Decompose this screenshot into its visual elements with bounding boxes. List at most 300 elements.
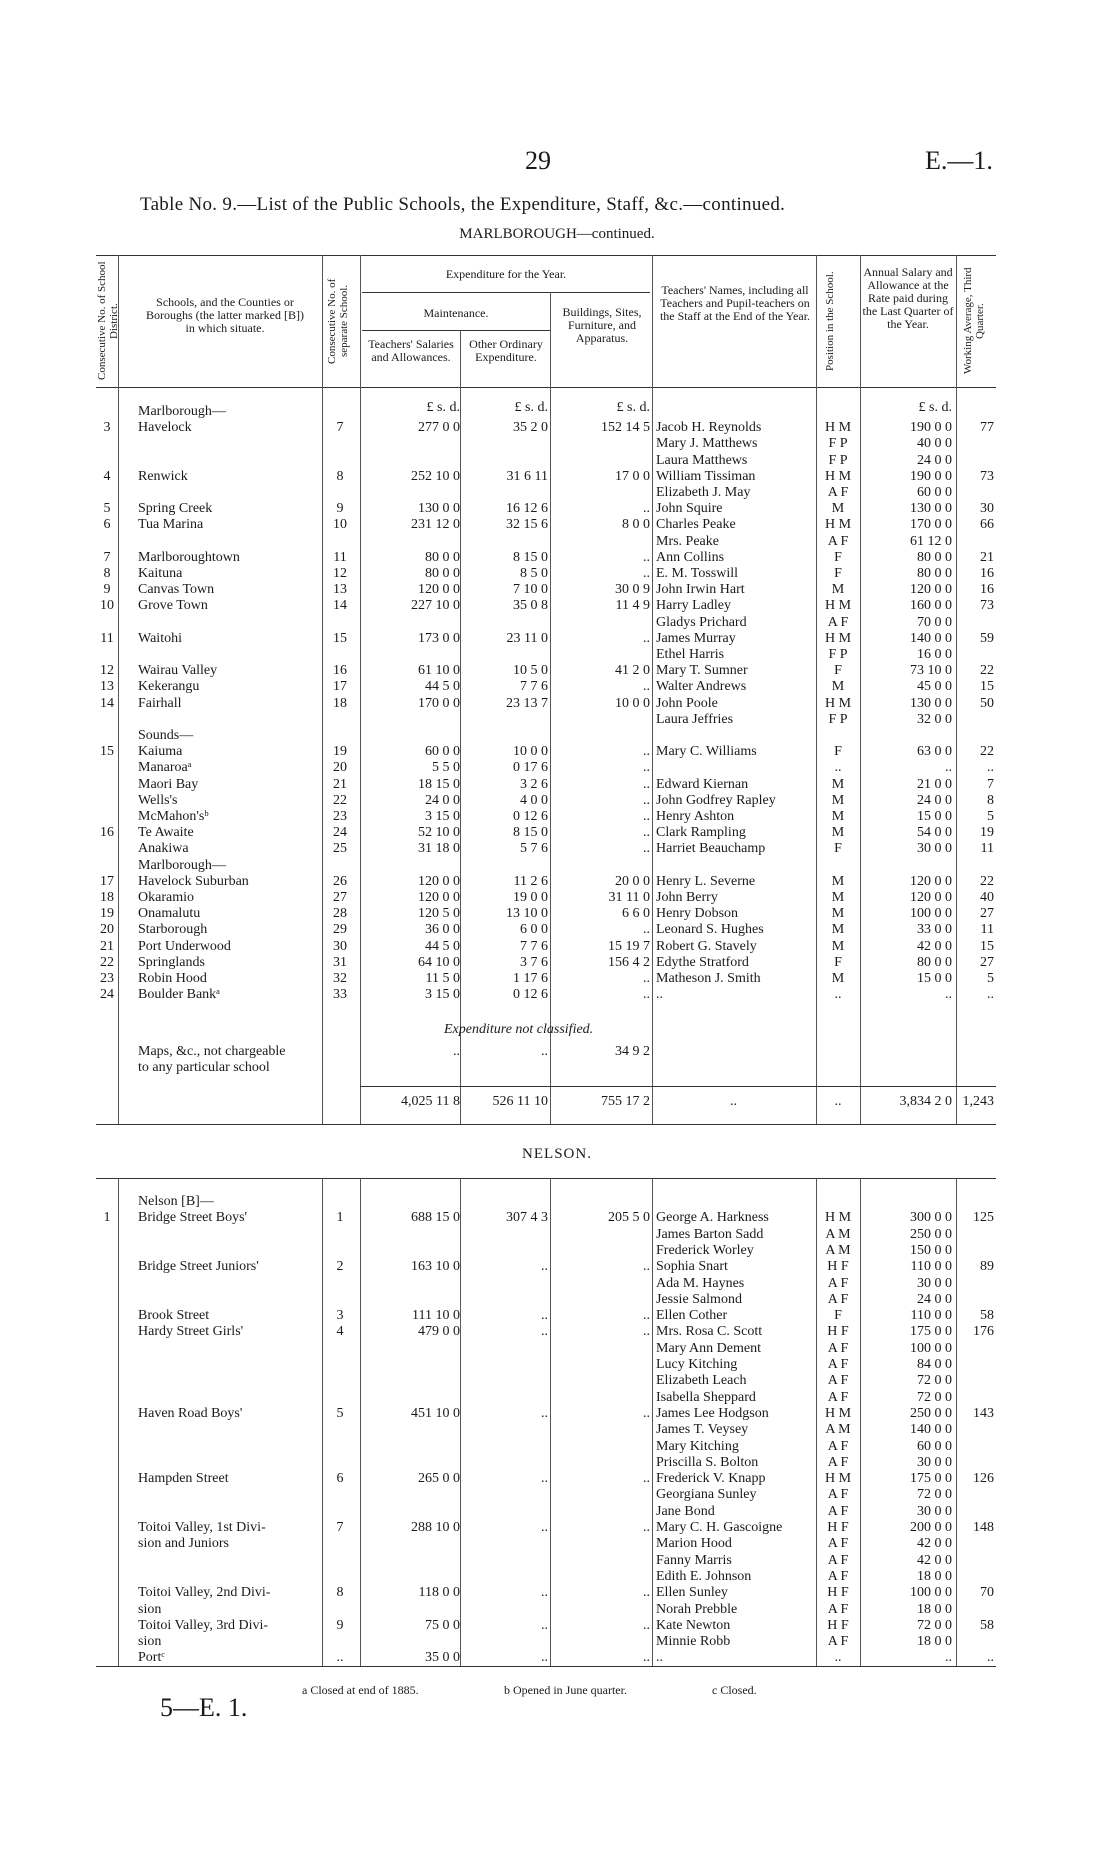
buildings: 17 0 0 (615, 468, 650, 484)
annual-salary: 24 0 0 (917, 1291, 952, 1307)
working-average: 73 (980, 468, 994, 484)
total-annual: 3,834 2 0 (899, 1094, 952, 1109)
working-average: 148 (973, 1520, 994, 1535)
annual-salary: 70 0 0 (917, 614, 952, 630)
annual-salary: 73 10 0 (910, 663, 952, 679)
school-no: 29 (333, 922, 347, 938)
school-no: 9 (336, 1617, 344, 1633)
teachers-salaries: 479 0 0 (418, 1324, 460, 1340)
teacher-name: Robert G. Stavely (656, 938, 757, 954)
school-name: sion (138, 1634, 162, 1650)
table-row (0, 631, 1114, 647)
teacher-name: Mary J. Matthews (656, 436, 758, 452)
table-row (0, 939, 1114, 955)
school-name: Springlands (138, 954, 205, 970)
annual-salary: .. (945, 1650, 952, 1666)
table-row (0, 679, 1114, 695)
district-no: 12 (100, 663, 114, 679)
position: A F (827, 533, 849, 549)
table-row (0, 647, 1114, 663)
table-row (0, 566, 1114, 582)
working-average: 126 (973, 1471, 994, 1487)
position: M (831, 906, 845, 922)
position: M (831, 792, 845, 808)
other-expenditure: 5 7 6 (520, 841, 548, 857)
position: M (831, 825, 845, 841)
nelson-top-rule (96, 1178, 996, 1179)
position: A F (827, 485, 849, 500)
teacher-name: Clark Rampling (656, 825, 746, 841)
annual-salary: 250 0 0 (910, 1226, 952, 1242)
annual-salary: 300 0 0 (910, 1210, 952, 1226)
teacher-name: Walter Andrews (656, 679, 747, 695)
school-name: Fairhall (138, 695, 182, 711)
teacher-name: Harry Ladley (656, 598, 732, 614)
position: F P (828, 647, 848, 662)
buildings: 152 14 5 (601, 420, 650, 436)
teacher-name: Kate Newton (656, 1617, 731, 1633)
teacher-name: Frederick V. Knapp (656, 1471, 766, 1487)
school-name: Toitoi Valley, 2nd Divi- (138, 1585, 271, 1601)
district-no: 10 (100, 598, 114, 614)
annual-salary: 84 0 0 (917, 1357, 952, 1372)
total-teachers: 4,025 11 8 (401, 1094, 460, 1109)
position: .. (834, 760, 842, 776)
annual-salary: 63 0 0 (917, 744, 952, 760)
buildings: .. (643, 501, 650, 517)
teacher-name: Mrs. Peake (656, 533, 719, 549)
other-expenditure: 35 0 8 (513, 598, 548, 614)
annual-salary: 61 12 0 (910, 533, 952, 549)
position: .. (834, 987, 842, 1003)
position: F (834, 1308, 842, 1324)
buildings: 41 2 0 (615, 663, 650, 679)
table-row (0, 582, 1114, 598)
teachers-salaries: 31 18 0 (418, 841, 460, 857)
teachers-salaries: 3 15 0 (425, 987, 460, 1003)
annual-salary: 80 0 0 (917, 549, 952, 565)
school-name: Starborough (138, 922, 208, 938)
position: F (834, 663, 842, 679)
working-average: 5 (987, 971, 994, 986)
annual-salary: 140 0 0 (910, 1422, 952, 1438)
teacher-name: Jane Bond (656, 1503, 715, 1519)
teachers-salaries: 120 0 0 (418, 890, 460, 905)
header-top-rule (96, 255, 996, 256)
table-row (0, 1276, 1114, 1292)
totals-row (0, 1094, 1114, 1110)
position: M (831, 971, 845, 986)
school-no: 8 (336, 468, 344, 484)
teacher-name: Mary T. Sumner (656, 663, 748, 679)
teacher-name: Mary C. Williams (656, 744, 757, 760)
teachers-salaries: 35 0 0 (425, 1650, 460, 1666)
table-row (0, 501, 1114, 517)
other-expenditure: 32 15 6 (506, 517, 548, 533)
teacher-name: John Irwin Hart (656, 582, 745, 598)
teachers-salaries: 18 15 0 (418, 776, 460, 792)
school-name: sion and Juniors (138, 1536, 229, 1552)
teacher-name: Sophia Snart (656, 1259, 728, 1275)
school-no: 14 (333, 598, 347, 614)
school-name: Hardy Street Girls' (138, 1324, 244, 1340)
district-no: 13 (100, 679, 114, 695)
annual-salary: 18 0 0 (917, 1634, 952, 1650)
other-expenditure: 7 7 6 (520, 938, 548, 954)
buildings: .. (643, 1650, 650, 1666)
annual-salary: 40 0 0 (917, 436, 952, 452)
other-expenditure: 6 0 0 (520, 922, 548, 938)
annual-salary: 21 0 0 (917, 776, 952, 792)
position: M (831, 922, 845, 938)
table-row (0, 1243, 1114, 1259)
table-row (0, 906, 1114, 922)
teacher-name: Elizabeth J. May (656, 485, 751, 500)
teachers-salaries: 173 0 0 (418, 630, 460, 646)
teachers-salaries: 118 0 0 (418, 1585, 460, 1601)
school-no: 1 (336, 1210, 344, 1226)
teachers-salaries: 11 5 0 (425, 971, 460, 986)
annual-salary: 150 0 0 (910, 1242, 952, 1258)
position: F (834, 841, 842, 857)
position: H M (824, 598, 852, 614)
school-name: Kaituna (138, 566, 183, 581)
annual-salary: 190 0 0 (910, 420, 952, 436)
annual-salary: 33 0 0 (917, 922, 952, 938)
school-name: Tua Marina (138, 517, 204, 533)
currency-label: £ s. d. (514, 400, 548, 415)
teacher-name: Harriet Beauchamp (656, 841, 766, 857)
district-no: 1 (103, 1210, 111, 1226)
teacher-name: Edith E. Johnson (656, 1568, 752, 1584)
district-no: 8 (103, 566, 111, 581)
table-row (0, 793, 1114, 809)
school-no: 33 (333, 987, 347, 1003)
teacher-name: John Squire (656, 501, 723, 517)
working-average: 70 (980, 1585, 994, 1601)
district-no: 4 (103, 468, 111, 484)
buildings: .. (643, 679, 650, 695)
page-code: E.—1. (925, 146, 993, 175)
buildings: .. (643, 825, 650, 841)
teacher-name: Norah Prebble (656, 1601, 738, 1617)
annual-salary: 60 0 0 (917, 485, 952, 500)
teacher-name: Matheson J. Smith (656, 971, 761, 986)
school-name: Onamalutu (138, 906, 201, 922)
teachers-salaries: 36 0 0 (425, 922, 460, 938)
total-buildings: 755 17 2 (601, 1094, 650, 1109)
table-row (0, 1585, 1114, 1601)
teachers-salaries: 61 10 0 (418, 663, 460, 679)
school-name: Grove Town (138, 598, 208, 614)
other-expenditure: 0 12 6 (513, 987, 548, 1003)
teachers-salaries: 111 10 0 (412, 1308, 460, 1324)
school-name: Marlboroughtown (138, 549, 240, 565)
maintenance-rule (362, 330, 550, 331)
table-row (0, 890, 1114, 906)
school-no: 12 (333, 566, 347, 581)
position: M (831, 582, 845, 598)
buildings: 156 4 2 (608, 954, 650, 970)
school-name: Toitoi Valley, 3rd Divi- (138, 1617, 269, 1633)
table-row (0, 1602, 1114, 1618)
buildings: 11 4 9 (615, 598, 650, 614)
teacher-name: Ellen Cother (656, 1308, 728, 1324)
working-average: 22 (980, 873, 994, 889)
table-row (0, 1357, 1114, 1373)
position: H F (827, 1585, 849, 1601)
school-name: Boulder Bankᵃ (138, 987, 220, 1003)
table-row (0, 404, 1114, 420)
teacher-name: James Barton Sadd (656, 1226, 764, 1242)
school-no: 5 (336, 1405, 344, 1421)
other-expenditure: 307 4 3 (506, 1210, 548, 1226)
school-no: 6 (336, 1471, 344, 1487)
header-district: Consecutive No. of School District. (96, 261, 120, 381)
buildings: .. (643, 792, 650, 808)
school-no: 16 (333, 663, 347, 679)
position: A M (825, 1422, 851, 1438)
expenditure-rule (362, 292, 650, 293)
position: A F (827, 1634, 849, 1650)
position: H M (824, 468, 852, 484)
working-average: 176 (973, 1324, 994, 1340)
annual-salary: 110 0 0 (910, 1308, 952, 1324)
school-no: 22 (333, 792, 347, 808)
position: F P (828, 711, 848, 727)
header-bottom-rule (96, 387, 996, 388)
position: H F (827, 1324, 849, 1340)
district-no: 19 (100, 906, 114, 922)
school-no: 23 (333, 809, 347, 824)
teacher-name: Leonard S. Hughes (656, 922, 764, 938)
buildings: 6 6 0 (622, 906, 650, 922)
buildings: .. (643, 630, 650, 646)
page-footer: 5—E. 1. (160, 1693, 248, 1722)
position: A F (827, 1536, 849, 1552)
working-average: 50 (980, 695, 994, 711)
annual-salary: 42 0 0 (917, 1552, 952, 1568)
working-average: 21 (980, 549, 994, 565)
position: H M (824, 1405, 852, 1421)
school-name: Maori Bay (138, 776, 199, 792)
table-row (0, 1536, 1114, 1552)
total-position: .. (834, 1094, 842, 1109)
other-expenditure: .. (541, 1617, 548, 1633)
position: A F (827, 1454, 849, 1470)
table-row (0, 550, 1114, 566)
annual-salary: .. (945, 760, 952, 776)
school-name: Marlborough— (138, 404, 226, 419)
annual-salary: 30 0 0 (917, 1454, 952, 1470)
school-no: 30 (333, 938, 347, 954)
school-name: Manaroaᵃ (138, 760, 192, 776)
teachers-salaries: 227 10 0 (411, 598, 460, 614)
header-working-average: Working Average, Third Quarter. (962, 267, 986, 375)
teachers-salaries: 688 15 0 (411, 1210, 460, 1226)
buildings: .. (643, 760, 650, 776)
school-no: 3 (336, 1308, 344, 1324)
working-average: 15 (980, 938, 994, 954)
school-name: Canvas Town (138, 582, 215, 598)
header-expenditure: Expenditure for the Year. (445, 267, 567, 281)
teacher-name: Charles Peake (656, 517, 736, 533)
school-no: 25 (333, 841, 347, 857)
school-name: Sounds— (138, 728, 194, 743)
table-row (0, 1650, 1114, 1666)
teachers-salaries: 120 0 0 (418, 873, 460, 889)
table-row (0, 955, 1114, 971)
buildings: .. (643, 809, 650, 824)
other-expenditure: 3 7 6 (520, 954, 548, 970)
table-row (0, 1292, 1114, 1308)
teachers-salaries: 120 5 0 (418, 906, 460, 922)
annual-salary: 30 0 0 (917, 1275, 952, 1291)
annual-salary: 42 0 0 (917, 938, 952, 954)
table-row (0, 1520, 1114, 1536)
teacher-name: John Godfrey Rapley (656, 792, 776, 808)
buildings: .. (643, 987, 650, 1003)
teachers-salaries: 52 10 0 (418, 825, 460, 841)
position: H M (824, 1471, 852, 1487)
currency-label: £ s. d. (616, 400, 650, 415)
table-row (0, 1569, 1114, 1585)
buildings: .. (643, 1259, 650, 1275)
buildings: .. (643, 549, 650, 565)
position: A F (827, 1601, 849, 1617)
other-expenditure: 0 17 6 (513, 760, 548, 776)
school-no: 32 (333, 971, 347, 986)
annual-salary: 100 0 0 (910, 1340, 952, 1356)
table-row (0, 1210, 1114, 1226)
table-row (0, 1487, 1114, 1503)
position: A F (827, 614, 849, 630)
teachers-salaries: 451 10 0 (411, 1405, 460, 1421)
teachers-salaries: 252 10 0 (411, 468, 460, 484)
school-no: 4 (336, 1324, 344, 1340)
annual-salary: 130 0 0 (910, 501, 952, 517)
teachers-salaries: 24 0 0 (425, 792, 460, 808)
school-no: 7 (336, 1520, 344, 1535)
annual-salary: 110 0 0 (910, 1259, 952, 1275)
table-row (0, 1422, 1114, 1438)
school-no: 9 (336, 501, 344, 517)
teacher-name: John Berry (656, 890, 718, 905)
annual-salary: 15 0 0 (917, 809, 952, 824)
table-row (0, 469, 1114, 485)
table-row (0, 777, 1114, 793)
currency-label: £ s. d. (918, 400, 952, 415)
working-average: 7 (987, 776, 994, 792)
buildings: .. (643, 1520, 650, 1535)
annual-salary: 190 0 0 (910, 468, 952, 484)
other-expenditure: 3 2 6 (520, 776, 548, 792)
teacher-name: Ada M. Haynes (656, 1275, 745, 1291)
header-teachers-salaries: Teachers' Salaries and Allowances. (368, 337, 454, 364)
working-average: 5 (987, 809, 994, 824)
teacher-name: Mary Kitching (656, 1438, 739, 1454)
teacher-name: Ann Collins (656, 549, 725, 565)
table-row (0, 760, 1114, 776)
school-name: Toitoi Valley, 1st Divi- (138, 1520, 266, 1535)
school-no: 19 (333, 744, 347, 760)
working-average: 27 (980, 954, 994, 970)
school-no: .. (336, 1650, 344, 1666)
teachers-salaries: 170 0 0 (418, 695, 460, 711)
school-name: Bridge Street Juniors' (138, 1259, 259, 1275)
maps-label-line: Maps, &c., not chargeable (138, 1044, 286, 1059)
totals-rule (360, 1086, 996, 1087)
section-nelson: NELSON. (522, 1146, 592, 1162)
position: A F (827, 1357, 849, 1372)
teacher-name: Jessie Salmond (656, 1291, 742, 1307)
teacher-name: Lucy Kitching (656, 1357, 738, 1372)
school-no: 11 (333, 549, 347, 565)
annual-salary: 250 0 0 (910, 1405, 952, 1421)
position: H F (827, 1259, 849, 1275)
school-name: Kaiuma (138, 744, 183, 760)
table-row (0, 453, 1114, 469)
teacher-name: Henry L. Severne (656, 873, 756, 889)
buildings: .. (643, 1308, 650, 1324)
school-name: Port Underwood (138, 938, 231, 954)
buildings: .. (643, 922, 650, 938)
buildings: .. (643, 776, 650, 792)
school-name: Waitohi (138, 630, 182, 646)
school-name: Wairau Valley (138, 663, 218, 679)
annual-salary: 170 0 0 (910, 517, 952, 533)
teacher-name: James T. Veysey (656, 1422, 749, 1438)
table-row (0, 1227, 1114, 1243)
annual-salary: 30 0 0 (917, 1503, 952, 1519)
position: F (834, 549, 842, 565)
school-no: 10 (333, 517, 347, 533)
teacher-name: Priscilla S. Bolton (656, 1454, 759, 1470)
header-annual-salary: Annual Salary and Allowance at the Rate paid during the Last Quarter of the Year. (862, 265, 954, 331)
other-expenditure: 4 0 0 (520, 792, 548, 808)
teachers-salaries: 64 10 0 (418, 954, 460, 970)
table-title: Table No. 9.—List of the Public Schools, the Expenditure, Staff, &c.—continued. (140, 194, 786, 215)
buildings: .. (643, 1617, 650, 1633)
position: F P (828, 452, 848, 468)
district-no: 24 (100, 987, 114, 1003)
annual-salary: 175 0 0 (910, 1324, 952, 1340)
working-average: 77 (980, 420, 994, 436)
table-row (0, 1390, 1114, 1406)
other-expenditure: 23 13 7 (506, 695, 548, 711)
buildings: 205 5 0 (608, 1210, 650, 1226)
teacher-name: Fanny Marris (656, 1552, 732, 1568)
teacher-name: Henry Dobson (656, 906, 739, 922)
other-expenditure: .. (541, 1324, 548, 1340)
position: M (831, 501, 845, 517)
other-expenditure: 7 10 0 (513, 582, 548, 598)
other-expenditure: .. (541, 1585, 548, 1601)
other-expenditure: 0 12 6 (513, 809, 548, 824)
other-expenditure: 10 5 0 (513, 663, 548, 679)
annual-salary: 120 0 0 (910, 890, 952, 905)
table-row (0, 420, 1114, 436)
other-expenditure: 13 10 0 (506, 906, 548, 922)
position: A F (827, 1552, 849, 1568)
working-average: 30 (980, 501, 994, 517)
other-expenditure: .. (541, 1308, 548, 1324)
section-end-rule (96, 1124, 996, 1125)
annual-salary: 175 0 0 (910, 1471, 952, 1487)
district-no: 6 (103, 517, 111, 533)
total-working: 1,243 (962, 1094, 994, 1109)
working-average: 89 (980, 1259, 994, 1275)
